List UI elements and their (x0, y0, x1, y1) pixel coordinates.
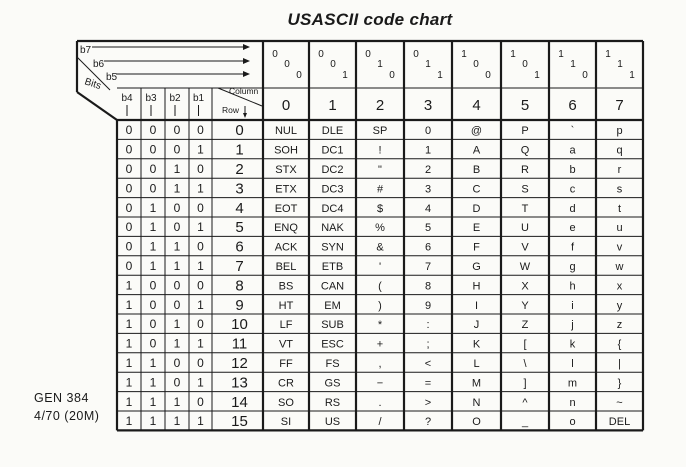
row-number: 4 (235, 199, 244, 217)
code-cell: ! (378, 144, 382, 157)
form-date: 4/70 (20M) (34, 409, 100, 423)
code-cell: G (472, 261, 481, 273)
code-cell: : (426, 319, 430, 332)
code-cell: 8 (424, 280, 432, 293)
bit-value: 0 (149, 278, 157, 293)
code-cell: Z (521, 319, 529, 332)
code-cell: } (617, 377, 622, 390)
row-number: 9 (235, 296, 244, 314)
bit-value: 0 (173, 356, 181, 370)
row-number: 13 (231, 374, 248, 392)
column-pattern-bit: 0 (485, 70, 491, 81)
column-pattern-bit: 1 (377, 59, 383, 70)
code-cell: ` (570, 125, 575, 138)
bit-value: 1 (149, 239, 157, 254)
column-pattern-bit: 0 (330, 59, 336, 70)
row-number: 3 (235, 180, 244, 198)
code-cell: FS (325, 358, 340, 370)
code-cell: g (569, 261, 576, 273)
b7-label: b7 (80, 45, 92, 56)
code-cell: Y (521, 299, 529, 312)
code-cell: k (569, 338, 576, 351)
bit-value: 1 (173, 239, 181, 254)
code-cell: STX (275, 164, 297, 176)
code-cell: + (376, 338, 384, 351)
code-cell: \ (523, 358, 527, 370)
b7-arrow (92, 44, 250, 50)
chart-title: USASCII code chart (287, 10, 453, 29)
code-cell: EM (324, 299, 341, 312)
code-cell: 3 (424, 183, 432, 196)
bit-value: 0 (125, 181, 133, 196)
column-number: 6 (568, 97, 577, 114)
bit-value: 0 (173, 375, 181, 390)
row-number: 0 (235, 122, 244, 140)
code-cell: BS (278, 280, 294, 293)
code-cell: h (569, 280, 576, 293)
column-number: 4 (472, 97, 481, 114)
code-cell: # (376, 183, 384, 196)
code-cell: e (569, 222, 576, 235)
code-cell: < (424, 358, 432, 370)
code-cell: w (615, 261, 624, 273)
bit-value: 0 (173, 200, 181, 215)
row-arrow (243, 106, 247, 118)
code-cell: R (521, 164, 529, 176)
code-cell: " (378, 164, 382, 176)
code-cell: − (376, 377, 384, 390)
bit-value: 1 (149, 375, 157, 390)
code-cell: & (376, 241, 384, 254)
bit-value: 0 (149, 297, 157, 312)
code-cell: p (616, 125, 623, 138)
b6-arrow (104, 58, 250, 64)
code-cell: VT (278, 338, 294, 351)
code-cell: s (616, 183, 623, 196)
code-cell: LF (279, 319, 293, 332)
code-cell: $ (376, 202, 384, 215)
column-pattern-bit: 0 (582, 70, 588, 81)
row-number: 5 (235, 219, 244, 237)
code-cell: d (569, 202, 576, 215)
code-cell: ESC (321, 338, 344, 351)
bit-value: 0 (149, 162, 157, 176)
bit-value: 1 (149, 259, 157, 273)
code-cell: M (471, 377, 482, 390)
row-number: 1 (235, 141, 244, 159)
bit-value: 1 (149, 394, 157, 409)
code-cell: DC3 (321, 183, 344, 196)
column-pattern-bit: 0 (389, 70, 395, 81)
bit-value: 0 (125, 239, 133, 254)
code-cell: SP (372, 125, 388, 138)
bit-value: 0 (197, 200, 204, 215)
bit-value: 1 (125, 394, 133, 409)
code-cell: O (472, 416, 481, 429)
code-cell: 5 (424, 222, 432, 235)
bit-column-header: b2 (169, 93, 181, 104)
code-cell: v (616, 241, 623, 254)
code-cell: SO (278, 396, 294, 409)
column-pattern-bit: 0 (296, 70, 302, 81)
code-cell: D (472, 202, 481, 215)
column-pattern-bit: 1 (510, 49, 516, 60)
bit-column-header: b3 (145, 93, 157, 104)
code-cell: c (569, 183, 576, 196)
column-pattern-bit: 0 (413, 49, 419, 60)
bit-value: 1 (197, 259, 204, 273)
column-pattern-bit: 1 (570, 59, 576, 70)
code-cell: HT (278, 299, 294, 312)
bit-value: 1 (173, 181, 181, 196)
bit-value: 0 (149, 336, 157, 351)
column-pattern-bit: 1 (342, 70, 348, 81)
code-cell: Q (520, 144, 530, 157)
code-cell: FF (279, 358, 293, 370)
code-cell: NUL (274, 125, 298, 138)
column-number: 7 (615, 97, 624, 114)
code-cell: DC1 (321, 144, 344, 157)
bit-value: 1 (197, 336, 204, 351)
code-cell: DLE (321, 125, 344, 138)
code-cell: DC2 (321, 164, 344, 176)
b6-label: b6 (93, 59, 105, 70)
code-cell: 4 (424, 202, 432, 215)
code-cell: | (618, 358, 621, 370)
bit-value: 1 (125, 356, 133, 370)
bit-value: 0 (149, 317, 157, 332)
code-cell: A (472, 144, 481, 157)
column-pattern-bit: 1 (605, 49, 611, 60)
code-cell: ENQ (274, 222, 298, 235)
column-pattern-bit: 0 (272, 49, 278, 60)
code-cell: t (617, 202, 622, 215)
bit-value: 1 (125, 278, 133, 293)
code-cell: . (378, 396, 382, 409)
column-pattern-bit: 1 (425, 59, 431, 70)
code-cell: o (569, 416, 576, 429)
table-cells (121, 49, 635, 430)
column-pattern-bit: 0 (522, 59, 528, 70)
row-number: 11 (231, 335, 248, 353)
code-cell: ^ (522, 396, 528, 409)
bit-value: 0 (149, 181, 157, 196)
code-cell: b (569, 164, 576, 176)
bit-value: 1 (173, 394, 181, 409)
column-number: 1 (328, 97, 337, 114)
column-pattern-bit: 1 (437, 70, 443, 81)
row-number: 12 (231, 355, 248, 372)
bit-value: 1 (125, 375, 133, 390)
bit-value: 1 (197, 142, 204, 157)
b5-arrow (116, 71, 250, 77)
code-cell: S (521, 183, 529, 196)
code-cell: X (521, 280, 529, 293)
code-cell: ] (523, 377, 527, 390)
code-cell: E (472, 222, 481, 235)
row-number: 6 (235, 238, 244, 256)
code-cell: z (616, 319, 623, 332)
code-cell: 2 (424, 164, 432, 176)
bit-value: 1 (173, 317, 181, 332)
bit-value: 1 (149, 220, 157, 235)
bit-value: 0 (197, 356, 204, 370)
column-pattern-bit: 1 (558, 49, 564, 60)
code-cell: m (567, 377, 578, 390)
bit-value: 1 (197, 414, 204, 429)
column-number: 0 (281, 97, 291, 114)
code-cell: @ (470, 125, 483, 138)
column-pattern-bit: 0 (473, 59, 479, 70)
code-cell: NAK (321, 222, 344, 235)
code-cell: DC4 (321, 202, 344, 215)
table-header (77, 44, 262, 118)
bit-value: 0 (125, 259, 133, 273)
column-pattern-bit: 1 (534, 70, 540, 81)
code-cell: i (571, 299, 574, 312)
code-cell: V (521, 241, 529, 254)
code-cell: { (617, 338, 622, 351)
column-number: 3 (423, 97, 433, 114)
code-cell: W (519, 261, 531, 273)
bit-value: 1 (173, 259, 181, 273)
code-cell: DEL (608, 416, 631, 429)
code-cell: ) (378, 299, 382, 312)
code-cell: SOH (274, 144, 298, 157)
code-cell: n (569, 396, 576, 409)
table-grid (77, 41, 643, 430)
code-cell: q (616, 144, 623, 157)
bit-value: 1 (197, 297, 204, 312)
column-pattern-bit: 0 (284, 59, 290, 70)
code-cell: ETX (275, 183, 297, 196)
code-cell: I (474, 299, 479, 312)
code-cell: j (571, 319, 574, 332)
column-pattern-bit: 1 (617, 59, 623, 70)
row-number: 15 (231, 413, 248, 431)
header-slant-border (77, 92, 117, 120)
bit-value: 0 (149, 142, 157, 157)
code-cell: f (570, 241, 575, 254)
code-cell: P (521, 125, 529, 138)
row-number: 14 (231, 393, 248, 411)
bit-value: 0 (197, 278, 204, 293)
bit-value: 1 (149, 200, 157, 215)
code-cell: B (472, 164, 481, 176)
bit-value: 0 (197, 394, 204, 409)
code-cell: F (473, 241, 480, 254)
code-cell: BEL (275, 261, 297, 273)
code-cell: ETB (321, 261, 344, 273)
code-cell: > (424, 396, 432, 409)
bit-value: 0 (125, 162, 133, 176)
code-cell: T (521, 202, 529, 215)
bit-value: 0 (173, 220, 181, 235)
code-cell: 1 (424, 144, 432, 157)
code-cell: ACK (274, 241, 298, 254)
bit-value: 0 (197, 123, 204, 138)
bit-value: 0 (197, 162, 204, 176)
form-number: GEN 384 (34, 391, 89, 405)
code-cell: 6 (424, 241, 432, 254)
form-footer (34, 389, 99, 425)
bit-value: 0 (125, 220, 133, 235)
bit-value: 1 (125, 317, 133, 332)
code-cell: C (472, 183, 481, 196)
code-cell: CAN (320, 280, 345, 293)
code-cell: ( (378, 280, 382, 293)
bit-value: 1 (125, 336, 133, 351)
bit-value: 0 (197, 317, 204, 332)
bit-value: 0 (173, 142, 181, 157)
row-number: 10 (231, 316, 248, 334)
bit-value: 0 (125, 123, 133, 138)
code-cell: % (375, 222, 385, 235)
column-label: Column (229, 86, 259, 96)
code-cell: u (616, 222, 623, 235)
code-cell: * (377, 319, 383, 332)
code-cell: K (472, 338, 481, 351)
row-number: 2 (235, 161, 244, 178)
code-cell: GS (324, 377, 341, 390)
code-cell: SUB (321, 319, 344, 332)
column-number: 5 (520, 97, 530, 114)
column-pattern-bit: 0 (318, 49, 324, 60)
code-cell: CR (278, 377, 294, 390)
code-cell: 9 (424, 299, 432, 312)
code-cell: ~ (616, 396, 623, 409)
code-cell: ; (426, 338, 430, 351)
bit-value: 1 (125, 297, 133, 312)
code-cell: ' (378, 261, 382, 273)
code-cell: ? (424, 416, 432, 429)
code-cell: / (378, 416, 382, 429)
code-cell: [ (523, 338, 527, 351)
code-cell: SI (280, 416, 292, 429)
code-cell: = (424, 377, 432, 390)
code-cell: r (617, 164, 622, 176)
row-number: 7 (235, 258, 244, 275)
code-cell: a (569, 144, 576, 157)
code-cell: US (324, 416, 341, 429)
bit-value: 0 (125, 142, 133, 157)
code-cell: SYN (321, 241, 344, 254)
code-cell: RS (324, 396, 341, 409)
code-cell: H (472, 280, 481, 293)
bit-value: 1 (125, 414, 133, 429)
column-pattern-bit: 1 (461, 49, 467, 60)
code-cell: , (378, 358, 382, 370)
bit-value: 1 (173, 162, 181, 176)
row-number: 8 (235, 277, 244, 295)
b5-label: b5 (106, 72, 118, 83)
bit-value: 1 (149, 414, 157, 429)
bit-value: 0 (125, 200, 133, 215)
bit-value: 0 (173, 297, 181, 312)
bit-column-header: b1 (192, 93, 205, 104)
bit-value: 1 (173, 414, 181, 429)
column-pattern-bit: 1 (629, 70, 635, 81)
code-cell: EOT (274, 202, 298, 215)
column-number: 2 (375, 97, 385, 114)
bit-value: 1 (197, 181, 204, 196)
code-cell: L (473, 358, 480, 370)
code-cell: 7 (424, 261, 432, 273)
code-cell: y (616, 299, 623, 312)
code-cell: 0 (424, 125, 432, 138)
bit-value: 1 (197, 375, 204, 390)
bit-value: 0 (173, 123, 181, 138)
code-cell: U (521, 222, 529, 235)
bit-column-header: b4 (121, 93, 133, 104)
code-cell: N (472, 396, 481, 409)
bit-value: 0 (149, 123, 157, 138)
bit-value: 1 (149, 356, 157, 370)
code-cell: l (571, 358, 574, 370)
code-cell: J (473, 319, 480, 332)
row-label: Row (222, 105, 240, 115)
bit-value: 0 (173, 278, 181, 293)
bit-value: 1 (173, 336, 181, 351)
code-cell: x (616, 280, 623, 293)
bit-value: 1 (197, 220, 204, 235)
bit-value: 0 (197, 239, 204, 254)
code-cell: _ (521, 416, 529, 429)
column-pattern-bit: 0 (365, 49, 371, 60)
bits-label: Bits (83, 76, 103, 93)
